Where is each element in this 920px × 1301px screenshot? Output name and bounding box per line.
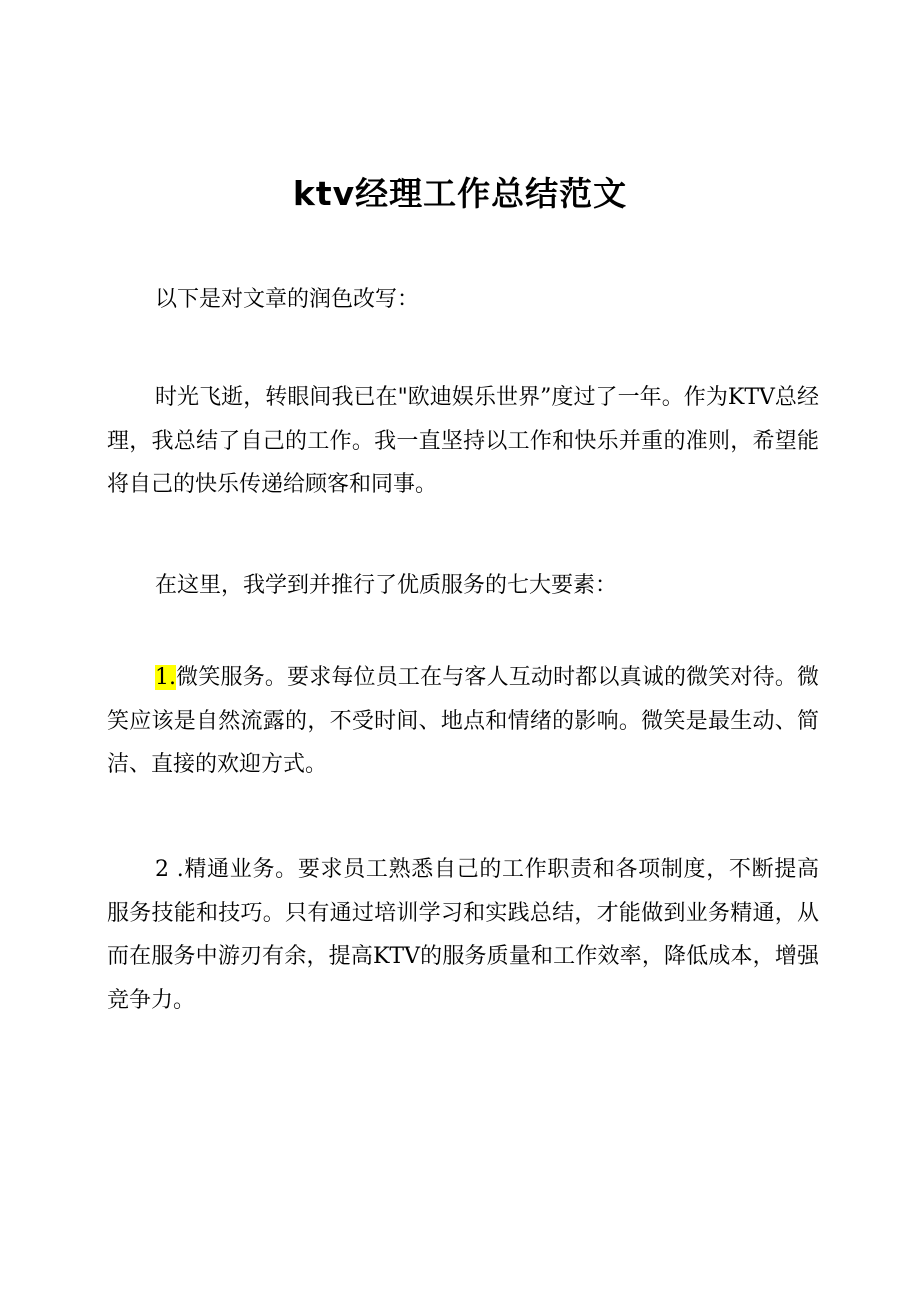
paragraph-overview: 时光飞逝，转眼间我已在"欧迪娱乐世界”度过了一年。作为KTV总经理，我总结了自己的工作。我一直坚持以工作和快乐并重的准则，希望能将自己的快乐传递给顾客和同事。 (107, 385, 819, 497)
item-number-highlight: 1. (155, 665, 176, 690)
item-text: 微笑服务。要求每位员工在与客人互动时都以真诚的微笑对待。微笑应该是自然流露的，不受时间、地点和情绪的影响。微笑是最生动、简洁、直接的欢迎方式。 (107, 665, 819, 777)
paragraph-elements-intro: 在这里，我学到并推行了优质服务的七大要素： (155, 573, 618, 598)
intro-paragraph: 以下是对文章的润色改写： (155, 287, 420, 312)
item-text: .精通业务。要求员工熟悉自己的工作职责和各项制度，不断提高服务技能和技巧。只有通过培训学习和实践总结，才能做到业务精通，从而在服务中游刃有余，提高KTV的服务质量和工作效率，降低成本，增强竞争力。 (107, 857, 819, 1013)
document-title: ktv经理工作总结范文 (292, 174, 628, 213)
list-item-master-business (107, 848, 819, 1022)
item-number: 2 (155, 857, 169, 882)
list-item-smile-service (107, 656, 819, 787)
